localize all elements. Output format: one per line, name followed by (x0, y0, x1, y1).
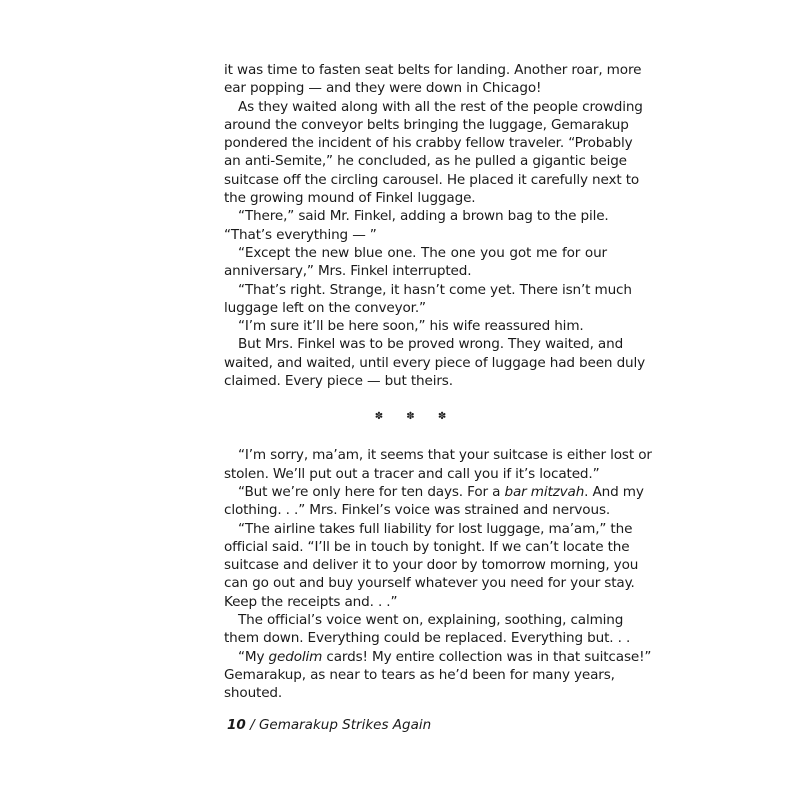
text-line: As they waited along with all the rest of the people crowding (238, 98, 643, 115)
text-line: But Mrs. Finkel was to be proved wrong. They waited, and (238, 336, 624, 353)
text-line: around the conveyor belts bringing the luggage, Gemarakup (224, 116, 629, 133)
text-line: the growing mound of Finkel luggage. (224, 190, 476, 207)
text-line: suitcase off the circling carousel. He placed it carefully next to (224, 171, 640, 188)
text-line: official said. “I’ll be in touch by tonight. If we can’t locate the (224, 538, 630, 555)
text-line: waited, and waited, until every piece of luggage had been duly (224, 354, 646, 371)
text-line: them down. Everything could be replaced. Everything but. . . (224, 630, 631, 647)
text-line: stolen. We’ll put out a tracer and call you if it’s located.” (224, 465, 600, 482)
text-line: suitcase and deliver it to your door by tomorrow morning, you (224, 557, 639, 574)
text-line: luggage left on the conveyor.” (224, 299, 426, 316)
paragraph (224, 207, 607, 244)
text-line: can go out and buy yourself whatever you need for your stay. (224, 575, 635, 592)
paragraph (224, 98, 643, 208)
text-line: The official’s voice went on, explaining, soothing, calming (238, 612, 624, 629)
page-footer (227, 717, 431, 733)
paragraph (224, 317, 607, 335)
text-line: “But we’re only here for ten days. For a bar mitzvah. And my (238, 483, 644, 500)
text-line: it was time to fasten seat belts for landing. Another roar, more (224, 62, 642, 78)
paragraph (224, 611, 631, 648)
page-number: 10 (227, 717, 246, 733)
text-line: “There,” said Mr. Finkel, adding a brown bag to the pile. (238, 208, 609, 225)
text-line: an anti-Semite,” he concluded, as he pulled a gigantic beige (224, 153, 627, 170)
text-line: “Except the new blue one. The one you got me for our (238, 244, 607, 261)
text-line: “My gedolim cards! My entire collection was in that suitcase!” (238, 648, 652, 665)
text-line: clothing. . .” Mrs. Finkel’s voice was strained and nervous. (224, 502, 611, 519)
paragraph (224, 281, 632, 318)
text-line: claimed. Every piece — but theirs. (224, 373, 453, 390)
text-line: ear popping — and they were down in Chicago! (224, 80, 542, 97)
section-break-ornament: ✽ ✽ ✽ (374, 411, 457, 423)
book-title: Gemarakup Strikes Again (258, 717, 432, 733)
text-line: shouted. (224, 685, 283, 702)
text-line: “I’m sorry, ma’am, it seems that your suitcase is either lost or (238, 447, 652, 464)
text-line: anniversary,” Mrs. Finkel interrupted. (224, 263, 472, 280)
text-line: Gemarakup, as near to tears as he’d been for many years, (224, 666, 615, 683)
text-line: “I’m sure it’ll be here soon,” his wife reassured him. (238, 318, 584, 335)
paragraph (224, 483, 644, 520)
paragraph (224, 446, 652, 483)
paragraph (224, 335, 646, 390)
paragraph (224, 244, 607, 281)
paragraph (224, 520, 639, 611)
text-section-1 (224, 61, 646, 390)
text-line: Keep the receipts and. . .” (224, 593, 398, 610)
paragraph (224, 648, 652, 703)
paragraph (224, 61, 642, 98)
text-line: pondered the incident of his crabby fellow traveler. “Probably (224, 135, 633, 152)
text-section-2 (224, 446, 652, 702)
book-page-text (224, 61, 652, 703)
text-line: “The airline takes full liability for lost luggage, ma’am,” the (238, 520, 633, 537)
text-line: “That’s right. Strange, it hasn’t come yet. There isn’t much (238, 281, 632, 298)
text-line: “That’s everything — ” (224, 226, 377, 243)
footer-separator: / (245, 717, 259, 733)
